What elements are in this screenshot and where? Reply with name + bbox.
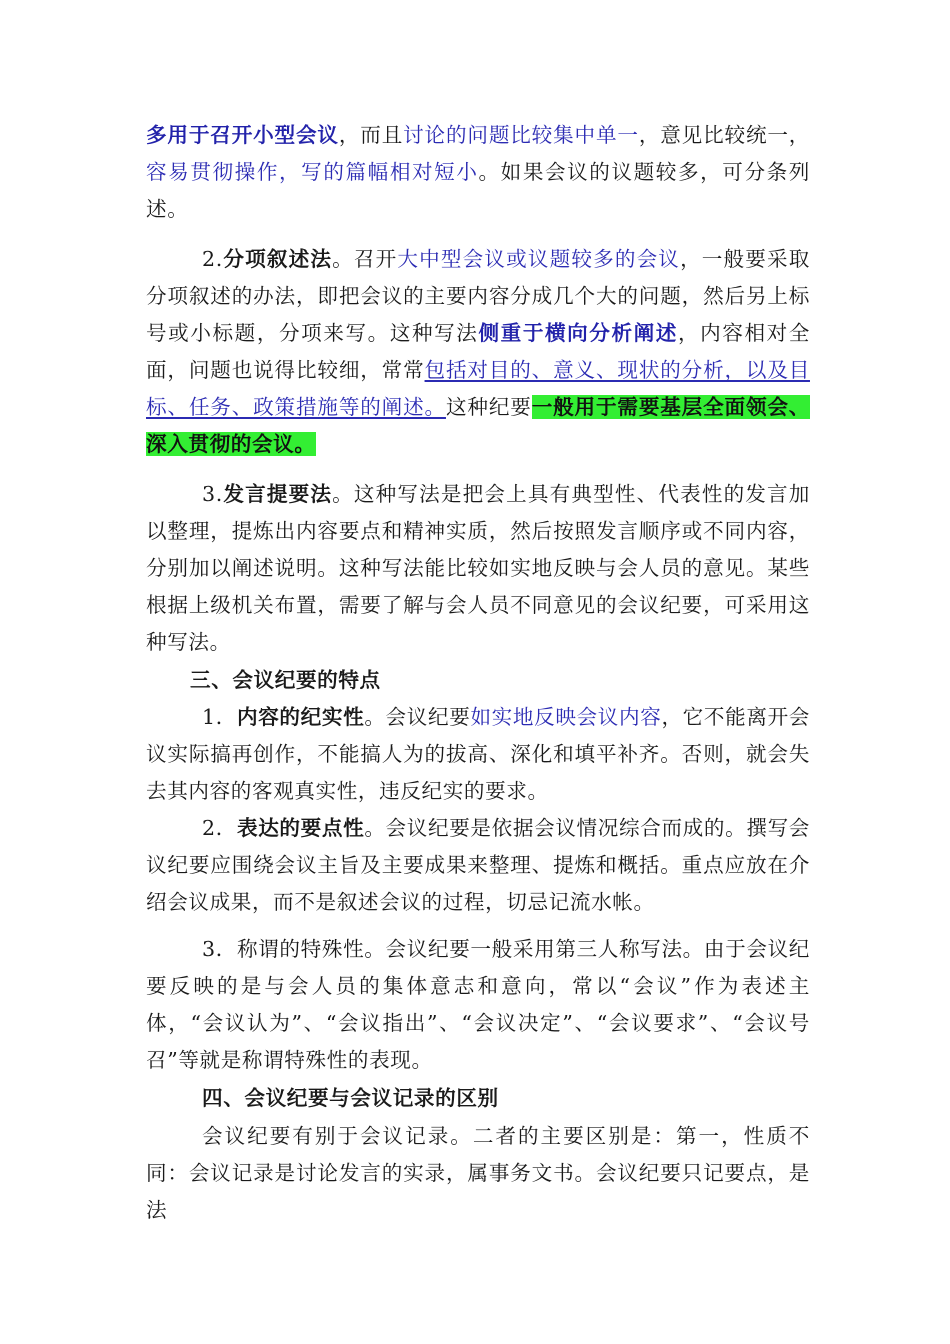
paragraph-speech-summary-method <box>146 476 810 661</box>
text-span: ，意见比较统一， <box>638 123 810 147</box>
text-span: 3．称谓的特殊性。会议纪要一般采用第三人称写法。由于会议纪要反映的是与会人员的集体意志和意向，常以“会议”作为表述主体，“会议认为”、“会议指出”、“会议决定”、“会议要求”、“会议号召”等就是称谓特殊性的表现。 <box>146 937 811 1072</box>
text-span: 容易贯彻操作，写的篇幅相对短小 <box>146 160 479 184</box>
term-itemized-method: 分项叙述法 <box>222 247 333 271</box>
text-span: 。如果会议的议题较多，可分条列述。 <box>146 160 810 221</box>
text-span: 讨论的问题比较集中单一 <box>403 123 639 147</box>
text-span: 2． <box>202 816 237 840</box>
text-span: 。这种写法是把会上具有典型性、代表性的发言加以整理，提炼出内容要点和精神实质，然后按照发言顺序或不同内容，分别加以阐述说明。这种写法能比较如实地反映与会人员的意见。某些根据上级机关布置，需要了解与会人员不同意见的会议纪要，可采用这种写法。 <box>146 482 810 654</box>
text-span: 这种纪要 <box>445 395 532 419</box>
text-span: 。会议纪要 <box>364 705 471 729</box>
text-span: ，一般要采取分项叙述的办法，即把会议的主要内容分成几个大的问题，然后另上标号或小标题，分项来写。这种写法 <box>146 247 810 345</box>
underlined-text: 包括对目的、意义、现状的分析，以及目标、任务、政策措施等的阐述。 <box>146 358 810 419</box>
text-span: ，而且 <box>338 123 404 147</box>
text-span: 侧重于横向分析阐述 <box>478 321 678 345</box>
paragraph-itemized-method <box>146 241 810 463</box>
paragraph-third-person <box>146 931 810 1079</box>
highlighted-text: 一般用于需要基层全面领会、深入贯彻的会议。 <box>146 395 810 456</box>
term-speech-summary-method: 发言提要法 <box>222 482 333 506</box>
paragraph-documentary-nature <box>146 699 810 810</box>
text-span: 大中型会议或议题较多的会议 <box>397 247 681 271</box>
text-span: 。召开 <box>332 247 398 271</box>
text-span: 3. <box>202 482 223 506</box>
text-span: ，内容相对全面，问题也说得比较细，常常 <box>146 321 811 382</box>
text-span: 如实地反映会议内容 <box>470 705 662 729</box>
term-key-points: 表达的要点性 <box>236 816 365 840</box>
section-heading-characteristics: 三、会议纪要的特点 <box>190 668 381 692</box>
text-span: 会议纪要有别于会议记录。二者的主要区别是：第一，性质不同：会议记录是讨论发言的实录，属事务文书。会议纪要只记要点，是法 <box>146 1124 810 1222</box>
section-heading-differences: 四、会议纪要与会议记录的区别 <box>202 1086 499 1110</box>
paragraph-summary-method <box>146 117 810 228</box>
text-span: ，它不能离开会议实际搞再创作，不能搞人为的拔高、深化和填平补齐。否则，就会失去其内容的客观真实性，违反纪实的要求。 <box>146 705 810 803</box>
text-span: 1． <box>202 705 237 729</box>
text-span: 多用于召开小型会议 <box>146 123 339 147</box>
paragraph-differences <box>146 1118 810 1229</box>
term-documentary-nature: 内容的纪实性 <box>236 705 365 729</box>
paragraph-key-points <box>146 810 810 921</box>
text-span: 2. <box>202 247 223 271</box>
text-span: 。会议纪要是依据会议情况综合而成的。撰写会议纪要应围绕会议主旨及主要成果来整理、提炼和概括。重点应放在介绍会议成果，而不是叙述会议的过程，切忌记流水帐。 <box>146 816 810 914</box>
